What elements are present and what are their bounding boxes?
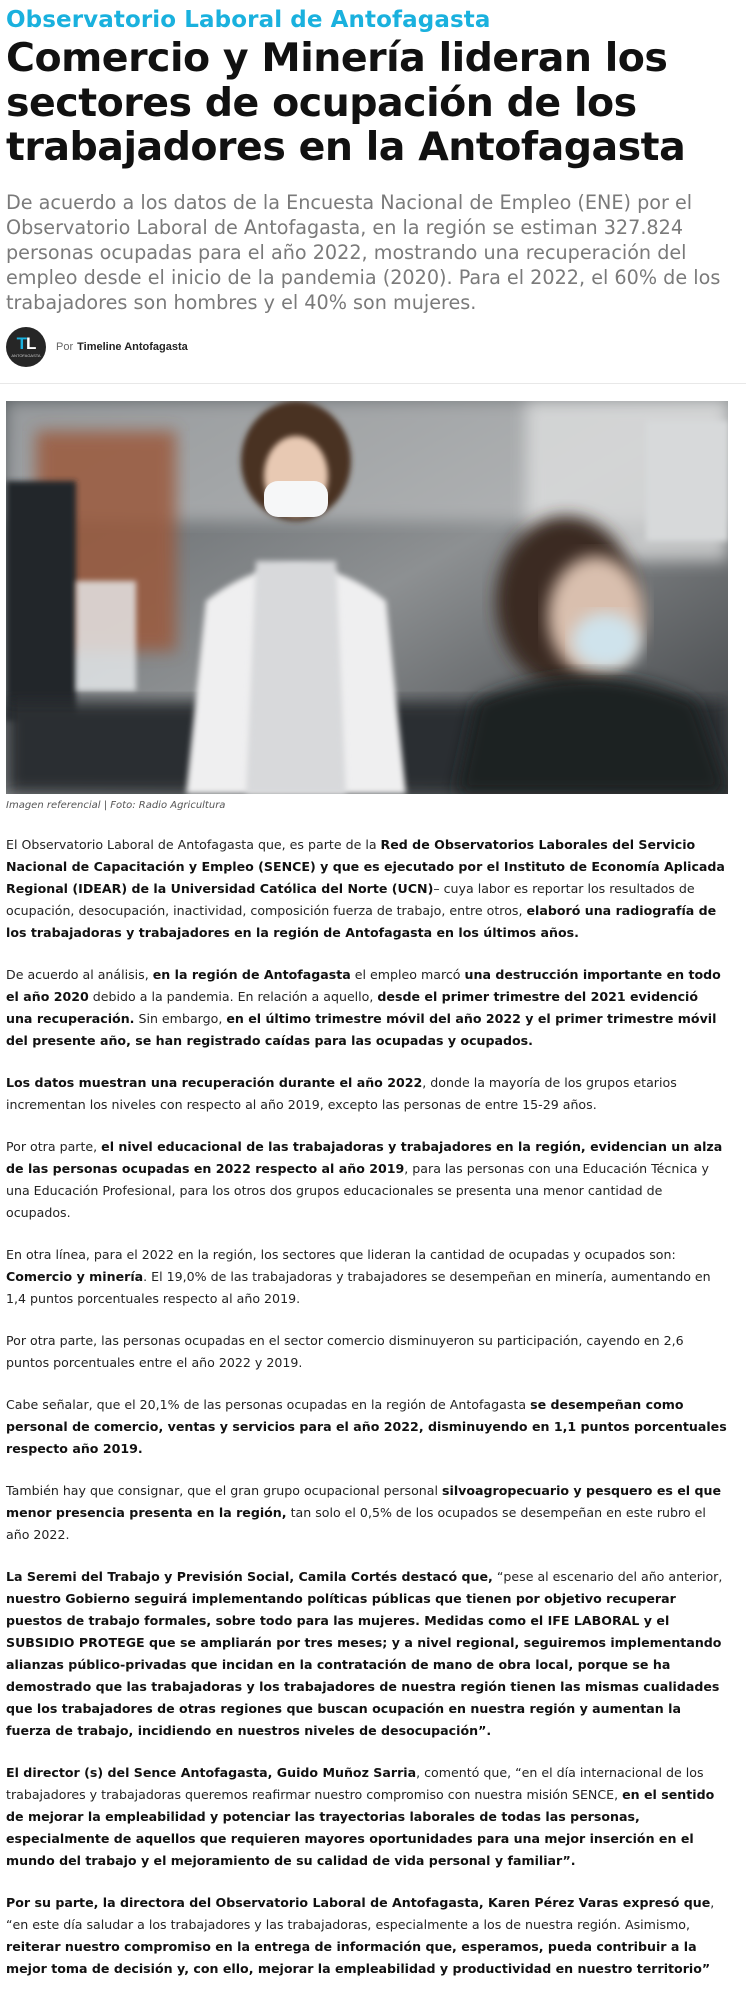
body-paragraph [6,964,728,1052]
bold-text-run: una destrucción importante en todo el año 2020 [6,967,721,1004]
article-header [0,6,746,384]
text-run: También hay que consignar, que el gran grupo ocupacional personal [6,1483,442,1498]
bold-text-run: elaboró una radiografía de los trabajadoras y trabajadores en la región de Antofagasta en los últimos años. [6,903,717,940]
header-divider [0,383,746,384]
article-photo [6,401,728,794]
article-lead: De acuerdo a los datos de la Encuesta Nacional de Empleo (ENE) por el Observatorio Laboral de Antofagasta, en la región se estiman 327.824 personas ocupadas para el año 2022, mostrando una recuperación del empleo desde el inicio de la pandemia (2020). Para el 2022, el 60% de los trabajadores son hombres y el 40% son mujeres. [6,190,721,314]
text-run: Por otra parte, las personas ocupadas en el sector comercio disminuyeron su participación, cayendo en 2,6 puntos porcentuales entre el año 2022 y 2019. [6,1333,684,1370]
bold-text-run: en el último trimestre móvil del año 2022 y el primer trimestre móvil del presente año, se han registrado caídas para las ocupadas y ocupados. [6,1011,717,1048]
body-paragraph [6,1394,728,1460]
bold-text-run: silvoagropecuario y pesquero es el que menor presencia presenta en la región, [6,1483,722,1520]
image-caption: Imagen referencial | Foto: Radio Agricultura [6,800,226,811]
bold-text-run: en la región de Antofagasta [152,967,351,982]
body-paragraph [6,1244,728,1310]
text-run: el empleo marcó [350,967,465,982]
text-run: , donde la mayoría de los grupos etarios incrementan los niveles con respecto al año 2019, excepto las personas de entre 15-29 años. [6,1075,677,1112]
text-run: Cabe señalar, que el 20,1% de las personas ocupadas en la región de Antofagasta [6,1397,531,1412]
text-run: El Observatorio Laboral de Antofagasta que, es parte de la [6,837,381,852]
bold-text-run: desde el primer trimestre del 2021 evidenció una recuperación. [6,989,699,1026]
body-paragraph [6,1566,728,1742]
bold-text-run: reiterar nuestro compromiso en la entrega de información que, esperamos, pueda contribuir a la mejor toma de decisión y, con ello, mejorar la empleabilidad y productividad en nuestro territorio” [6,1939,711,1976]
text-run: De acuerdo al análisis, [6,967,153,982]
body-paragraph [6,1072,728,1116]
article-body [6,834,728,2000]
bold-text-run: El director (s) del Sence Antofagasta, Guido Muñoz Sarria [6,1765,417,1780]
body-paragraph [6,834,728,944]
body-paragraph [6,1762,728,1872]
text-run: – cuya labor es reportar los resultados de ocupación, desocupación, inactividad, composición fuerza de trabajo, entre otros, [6,881,695,918]
bold-text-run: se desempeñan como personal de comercio, ventas y servicios para el año 2022, disminuyendo en 1,1 puntos porcentuales respecto año 2019. [6,1397,727,1456]
text-run: , “en este día saludar a los trabajadores y las trabajadoras, especialmente a los de nuestra región. Asimismo, [6,1895,715,1932]
body-paragraph [6,1136,728,1224]
bold-text-run: Red de Observatorios Laborales del Servicio Nacional de Capacitación y Empleo (SENCE) y que es ejecutado por el Instituto de Economía Aplicada Regional (IDEAR) de la Universidad Católica del Norte (UCN) [6,837,725,896]
text-run: , para las personas con una Educación Técnica y una Educación Profesional, para los otros dos grupos educacionales se presenta una menor cantidad de ocupados. [6,1161,709,1220]
avatar-subtext: ANTOFAGASTA [11,353,41,358]
bold-text-run: Comercio y minería [6,1269,144,1284]
bold-text-run: La Seremi del Trabajo y Previsión Social, Camila Cortés destacó que, [6,1569,493,1584]
text-run: En otra línea, para el 2022 en la región, los sectores que lideran la cantidad de ocupadas y ocupados son: [6,1247,676,1262]
byline-author[interactable]: Timeline Antofagasta [77,340,188,353]
article-kicker[interactable]: Observatorio Laboral de Antofagasta [6,7,491,33]
text-run: . El 19,0% de las trabajadoras y trabajadores se desempeñan en minería, aumentando en 1,4 puntos porcentuales respecto al año 2019. [6,1269,711,1306]
body-paragraph [6,1892,728,1980]
text-run: Sin embargo, [134,1011,227,1026]
article-headline: Comercio y Minería lideran los sectores de ocupación de los trabajadores en la Antofagasta [6,35,686,170]
bold-text-run: en el sentido de mejorar la empleabilidad y potenciar las trayectorias laborales de todas las personas, especialmente de aquellos que requieren mayores oportunidades para una mejor inserción en el mundo del trabajo y el mejoramiento de su calidad de vida personal y familiar”. [6,1787,715,1868]
text-run: debido a la pandemia. En relación a aquello, [88,989,378,1004]
bold-text-run: Por su parte, la directora del Observatorio Laboral de Antofagasta, Karen Pérez Varas expresó que [6,1895,711,1910]
bold-text-run: el nivel educacional de las trabajadoras y trabajadores en la región, evidencian un alza de las personas ocupadas en 2022 respecto al año 2019 [6,1139,723,1176]
body-paragraph [6,1330,728,1374]
text-run: , comentó que, “en el día internacional de los trabajadores y trabajadoras queremos reafirmar nuestro compromiso con nuestra misión SENCE, [6,1765,704,1802]
text-run: “pese al escenario del año anterior, [492,1569,723,1584]
body-paragraph [6,1480,728,1546]
byline [6,325,740,369]
text-run: tan solo el 0,5% de los ocupados se desempeñan en este rubro el año 2022. [6,1505,706,1542]
avatar-logo: TL [16,334,36,353]
bold-text-run: Los datos muestran una recuperación durante el año 2022 [6,1075,423,1090]
photo-office-workers-icon [6,401,728,794]
bold-text-run: nuestro Gobierno seguirá implementando políticas públicas que tienen por objetivo recuperar puestos de trabajo formales, sobre todo para las mujeres. Medidas como el IFE LABORAL y el SUBSIDIO PROTEGE que se ampliarán por tres meses; y a nivel regional, seguiremos implementando alianzas público-privadas que incidan en la contratación de mano de obra local, porque se ha demostrado que las trabajadoras y los trabajadores de nuestra región tienen las mismas cualidades que los trabajadores de otras regiones que buscan ocupación en nuestra región y aumentan la fuerza de trabajo, incidiendo en nuestros niveles de desocupación”. [6,1591,722,1738]
text-run: Por otra parte, [6,1139,102,1154]
byline-prefix: Por [56,340,74,353]
author-avatar[interactable] [6,327,46,367]
